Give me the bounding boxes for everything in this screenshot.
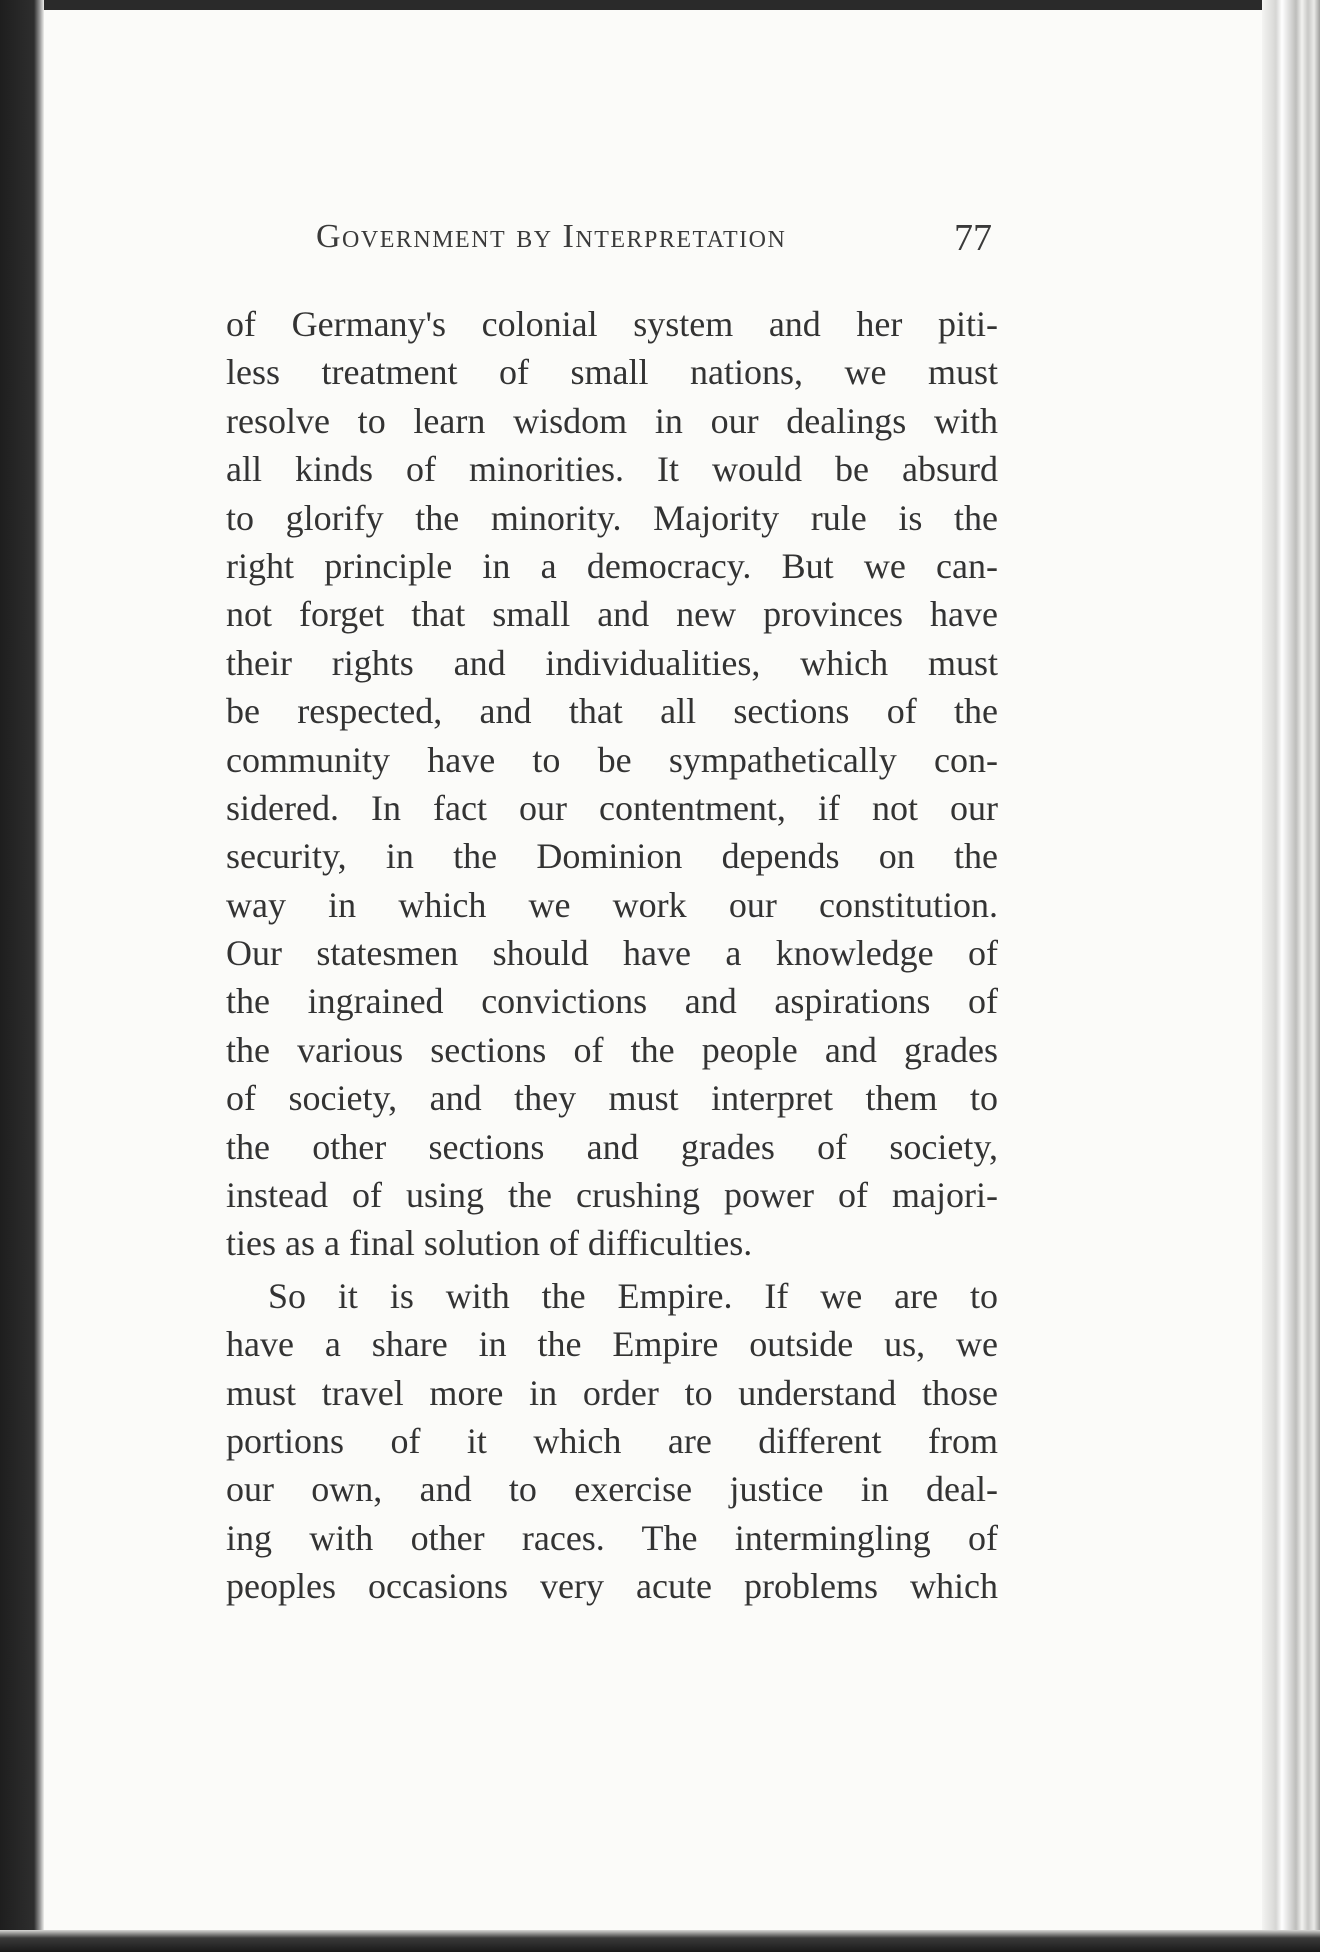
text-line: sidered. In fact our contentment, if not our xyxy=(226,787,998,828)
paragraph-2 xyxy=(226,1272,998,1611)
text-line: ties as a final solution of difficulties. xyxy=(226,1223,753,1264)
text-line: our own, and to exercise justice in deal- xyxy=(226,1469,998,1510)
scan-right-edge xyxy=(1262,0,1320,1952)
text-line: of Germany's colonial system and her piti- xyxy=(226,304,998,344)
text-line: ing with other races. The intermingling of xyxy=(226,1517,998,1558)
text-line: all kinds of minorities. It would be absurd xyxy=(226,449,998,490)
text-line: portions of it which are different from xyxy=(226,1420,998,1461)
text-line: resolve to learn wisdom in our dealings with xyxy=(226,400,998,441)
text-line: instead of using the crushing power of majori- xyxy=(226,1175,998,1216)
scan-bottom-edge xyxy=(0,1930,1320,1952)
text-line: must travel more in order to understand those xyxy=(226,1372,998,1413)
scan-top-edge xyxy=(0,0,1320,10)
text-line: of society, and they must interpret them to xyxy=(226,1078,998,1119)
running-head xyxy=(316,218,992,268)
running-title: Government by Interpretation xyxy=(316,218,787,255)
text-line: So it is with the Empire. If we are to xyxy=(268,1275,998,1316)
page-number: 77 xyxy=(954,217,992,259)
text-line: way in which we work our constitution. xyxy=(226,884,998,925)
text-line: their rights and individualities, which must xyxy=(226,642,998,683)
text-line: the ingrained convictions and aspirations of xyxy=(226,981,998,1022)
text-line: security, in the Dominion depends on the xyxy=(226,836,998,877)
scan-left-edge xyxy=(0,0,44,1952)
text-line: the various sections of the people and grades xyxy=(226,1029,998,1070)
paragraph-1 xyxy=(226,300,998,1268)
text-line: be respected, and that all sections of the xyxy=(226,691,998,732)
text-line: to glorify the minority. Majority rule is the xyxy=(226,497,998,538)
text-line: not forget that small and new provinces have xyxy=(226,594,998,635)
text-line: the other sections and grades of society, xyxy=(226,1126,998,1167)
text-line: community have to be sympathetically con- xyxy=(226,739,998,780)
text-line: peoples occasions very acute problems which xyxy=(226,1566,998,1607)
text-line: Our statesmen should have a knowledge of xyxy=(226,933,998,974)
body-text xyxy=(226,300,998,1611)
text-line: have a share in the Empire outside us, we xyxy=(226,1324,998,1365)
text-line: right principle in a democracy. But we can- xyxy=(226,545,998,586)
text-line: less treatment of small nations, we must xyxy=(226,352,998,393)
